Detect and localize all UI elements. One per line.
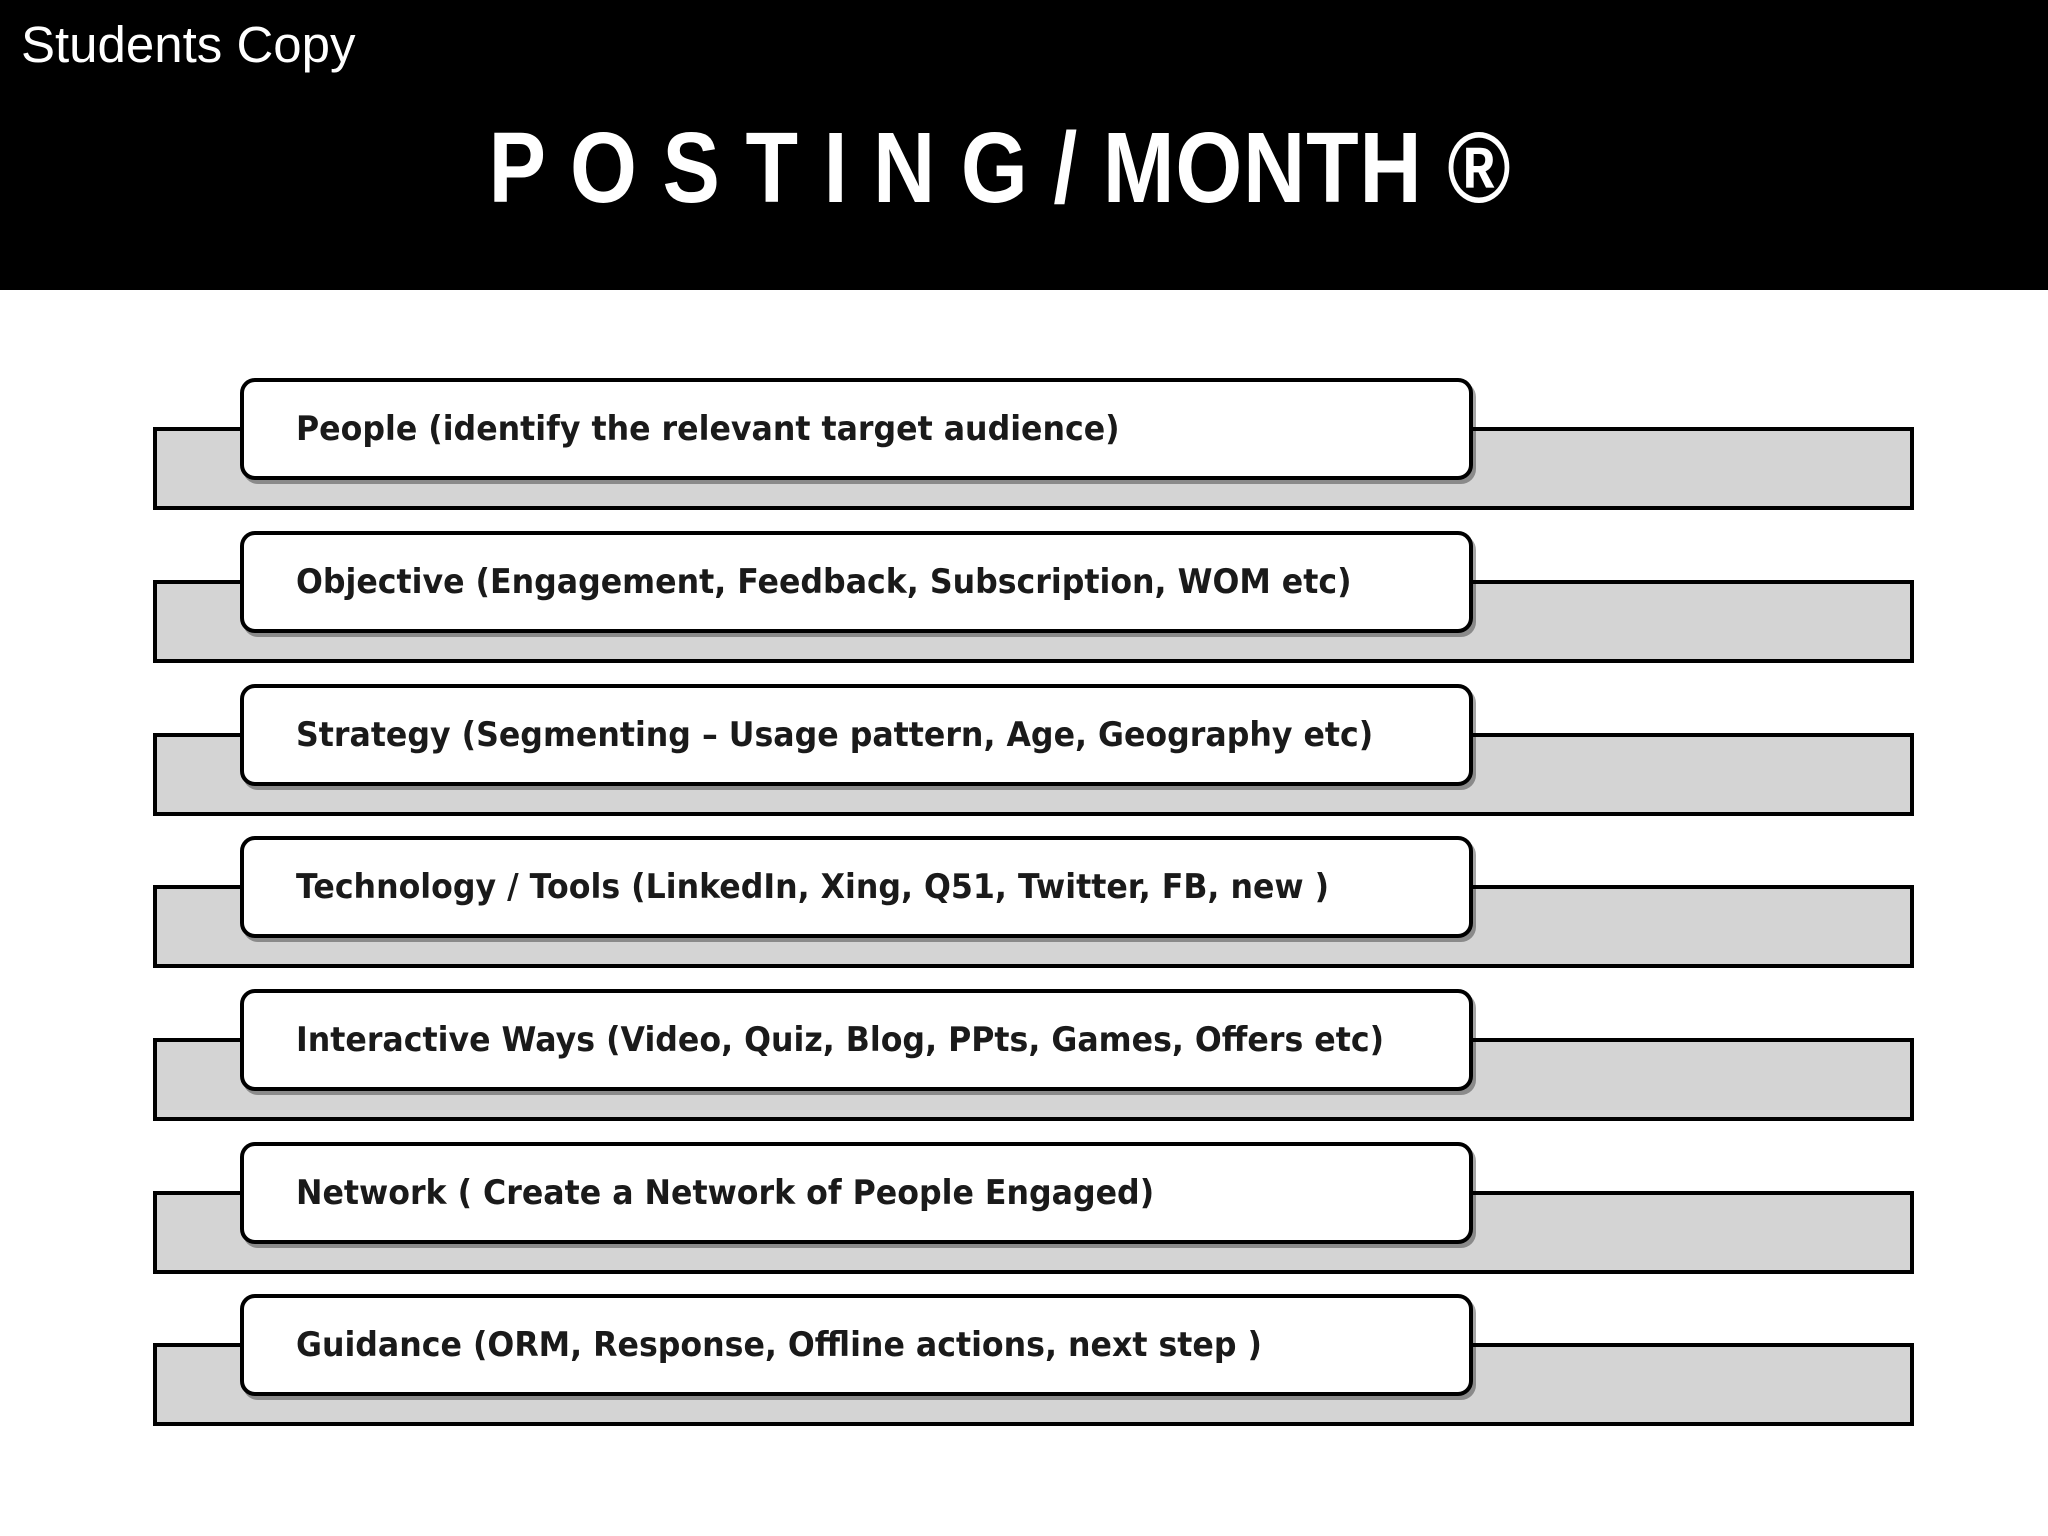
step-label-box [240, 1142, 1473, 1244]
students-copy-label: Students Copy [21, 16, 356, 73]
step-label-box [240, 1294, 1473, 1396]
step-label-box [240, 989, 1473, 1091]
step-row-interactive-ways [0, 989, 2048, 1129]
step-row-people [0, 378, 2048, 518]
step-row-objective [0, 531, 2048, 671]
step-row-strategy [0, 684, 2048, 824]
step-label: Objective (Engagement, Feedback, Subscription, WOM etc) [296, 562, 1352, 602]
step-label: Strategy (Segmenting – Usage pattern, Age, Geography etc) [296, 715, 1374, 755]
step-label: Technology / Tools (LinkedIn, Xing, Q51, Twitter, FB, new ) [296, 867, 1330, 907]
step-label-box [240, 378, 1473, 480]
step-row-network [0, 1142, 2048, 1282]
step-label-box [240, 684, 1473, 786]
step-row-technology [0, 836, 2048, 976]
step-label: People (identify the relevant target audience) [296, 409, 1120, 449]
step-label-box [240, 836, 1473, 938]
step-label: Network ( Create a Network of People Engaged) [296, 1173, 1155, 1213]
step-label: Interactive Ways (Video, Quiz, Blog, PPts, Games, Offers etc) [296, 1020, 1385, 1060]
slide-title: P O S T I N G / MONTH ® [488, 112, 1512, 224]
step-label-box [240, 531, 1473, 633]
step-label: Guidance (ORM, Response, Offline actions, next step ) [296, 1325, 1262, 1365]
step-row-guidance [0, 1294, 2048, 1434]
